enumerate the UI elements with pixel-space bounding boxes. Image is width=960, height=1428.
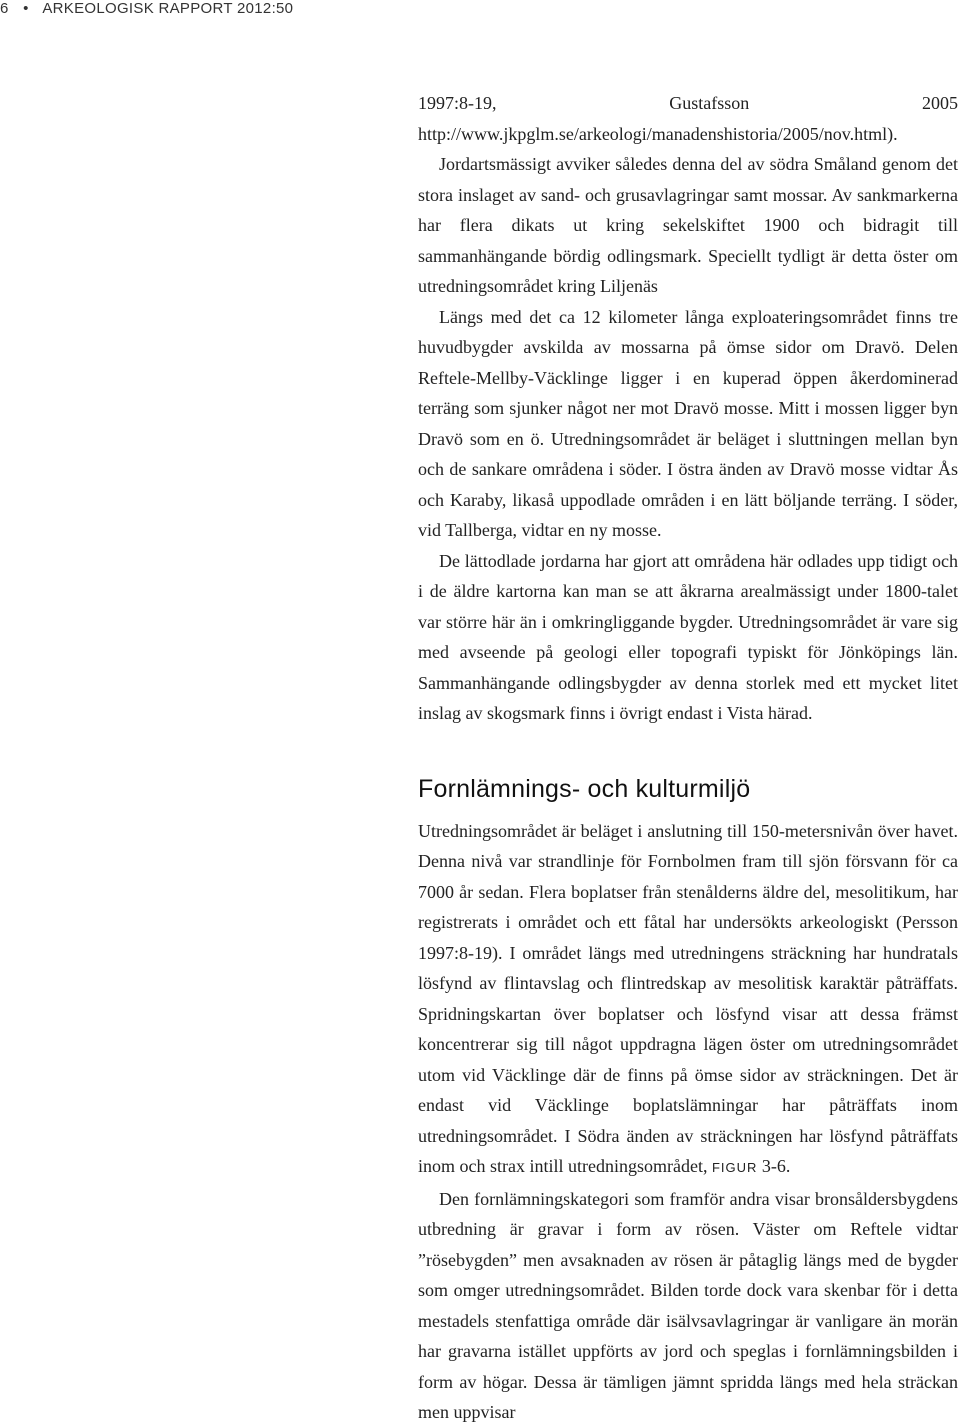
page-number: 6	[0, 0, 9, 17]
paragraph-stone-age-text: Utredningsområdet är beläget i anslutning till 150-metersnivån över havet. Denna nivå var strandlinje för Fornbolmen fram till sjön försvann för ca 7000 år sedan. Flera boplatser från stenålderns äldre del, mesolitikum, har registrerats i området och ett fåtal har undersökts arkeologiskt (Persson 1997:8-19). I området längs med utredningens sträckning har hundratals lösfynd av flintavslag och flintredskap av mesolitisk karaktär påträffats. Spridningskartan över boplatser och lösfynd visar att dessa främst koncentrerar sig till något uppdragna lägen öster om utredningsområdet utom vid Väcklinge där de finns på ömse sidor av sträckningen. Det är endast vid Väcklinge boplatslämningar har påträffats inom utredningsområdet. I Södra änden av sträckningen har lösfynd påträffats inom och strax intill utredningsområdet,	[418, 820, 958, 1176]
paragraph-farming: De lättodlade jordarna har gjort att områdena här odlades upp tidigt och i de äldre kartorna kan man se att åkrarna arealmässigt under 1800-talet var större här än i omkringliggande bygder. Utredningsområdet är vare sig med avseende på geologi eller topografi typiskt för Jönköpings län. Sammanhängande odlingsbygder av denna storlek med ett mycket litet inslag av skogsmark finns i övrigt endast i Vista härad.	[418, 550, 958, 723]
report-title: ARKEOLOGISK RAPPORT 2012:50	[42, 0, 294, 17]
paragraph-settlements: Längs med det ca 12 kilometer långa exploateringsområdet finns tre huvudbygder avskilda av mossarna på ömse sidor om Dravö. Delen Reftele-Mellby-Väcklinge ligger i en kuperad öppen åkerdominerad terräng som sjunker något ner mot Dravö mosse. Mitt i mossen ligger byn Dravö som en ö. Utredningsområdet är beläget i sluttningen mellan byn och de sankare områdena i söder. I östra änden av Dravö mosse vidtar Ås och Karaby, likaså uppodlade områden i en lätt böljande terräng. I söder, vid Tallberga, vidtar en ny mosse.	[418, 306, 958, 540]
paragraph-stone-age	[418, 816, 958, 1184]
header-bullet: •	[23, 0, 29, 17]
figure-reference-numbers: 3-6.	[757, 1156, 791, 1176]
section-heading: Fornlämnings- och kulturmiljö	[418, 774, 751, 803]
figure-reference: FIGUR	[711, 1160, 758, 1175]
paragraph-soil: Jordartsmässigt avviker således denna del av södra Småland genom det stora inslaget av sand- och grusavlagringar samt mossar. Av sankmarkerna har flera dikats ut kring sekelskiftet 1900 och bidragit till sammanhängande bördig odlingsmark. Speciellt tydligt är detta öster om utredningsområdet kring Liljenäs	[418, 154, 958, 296]
text-column	[418, 88, 958, 1428]
paragraph-reference-continuation: 1997:8-19, Gustafsson 2005 http://www.jkpglm.se/arkeologi/manadenshistoria/2005/nov.html).	[418, 93, 958, 144]
paragraph-bronze-age: Den fornlämningskategori som framför andra visar bronsåldersbygdens utbredning är gravar i form av rösen. Väster om Reftele vidtar ”rösebygden” men avsaknaden av rösen är påtaglig längs med de bygder som omger utredningsområdet. Bilden torde dock vara skenbar för i detta mestadels stenfattiga område där isälvsavlagringar är vanligare än morän har gravarna istället uppförts av jord och speglas i fornlämningsbilden i form av högar. Dessa är tämligen jämnt spridda längs med hela sträckan men uppvisar	[418, 1188, 958, 1422]
running-head	[0, 0, 303, 17]
